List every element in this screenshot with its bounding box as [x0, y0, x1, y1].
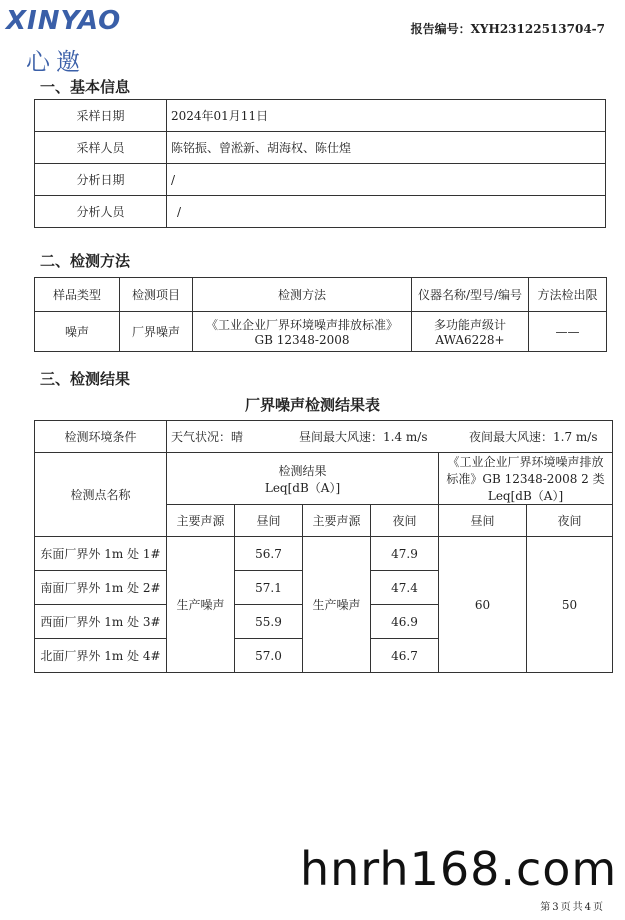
pager-text: 共 [572, 902, 583, 913]
table-row [35, 537, 613, 571]
result-header [167, 453, 439, 505]
limit-day: 60 [439, 537, 527, 673]
day-value: 57.0 [235, 639, 303, 673]
day-value: 57.1 [235, 571, 303, 605]
pager-text: 页 [560, 902, 571, 913]
sub-header: 昼间 [439, 505, 527, 537]
night-source: 生产噪声 [303, 537, 371, 673]
logo-text-en: XINYAO [6, 6, 122, 36]
result-header-line: Leq[dB（A）] [264, 480, 341, 495]
night-wind: 夜间最大风速：1.7 m/s [469, 430, 598, 444]
section-title-result: 三、检测结果 [40, 370, 131, 388]
basic-value: 陈铭振、曾淞新、胡海权、陈仕煌 [167, 132, 606, 164]
table-row [35, 196, 606, 228]
point-name: 西面厂界外 1m 处 3# [35, 605, 167, 639]
standard-header-line: Leq[dB（A）] [487, 489, 564, 503]
report-number-label: 报告编号： [410, 22, 471, 36]
day-value: 56.7 [235, 537, 303, 571]
report-number-value: XYH23122513704-7 [470, 22, 605, 36]
table-row [35, 100, 606, 132]
standard-header-line: 《工业企业厂界环境噪声排放 [447, 455, 604, 469]
day-source: 生产噪声 [167, 537, 235, 673]
instrument-line: 多功能声级计 [433, 318, 506, 332]
logo-text-cn: 心邀 [26, 48, 86, 76]
basic-label: 分析日期 [35, 164, 167, 196]
env-conditions [167, 421, 613, 453]
section-title-basic: 一、基本信息 [40, 78, 131, 96]
method-header: 方法检出限 [529, 278, 607, 312]
limit-night: 50 [527, 537, 613, 673]
table-header-row [35, 278, 607, 312]
result-table [34, 420, 613, 673]
basic-value: / [167, 196, 606, 228]
weather: 天气状况：晴 [171, 430, 244, 444]
point-name: 南面厂界外 1m 处 2# [35, 571, 167, 605]
header-row [35, 453, 613, 505]
section-title-method: 二、检测方法 [40, 252, 131, 270]
report-number [411, 20, 605, 37]
method-header: 检测项目 [120, 278, 193, 312]
table-row [35, 164, 606, 196]
basic-label: 采样日期 [35, 100, 167, 132]
env-row [35, 421, 613, 453]
pager-text: 第 [540, 902, 551, 913]
table-caption: 厂界噪声检测结果表 [244, 396, 380, 414]
basic-label: 分析人员 [35, 196, 167, 228]
sample-type: 噪声 [35, 312, 120, 352]
test-method-line: 《工业企业厂界环境噪声排放标准》 [205, 318, 398, 332]
point-name: 东面厂界外 1m 处 1# [35, 537, 167, 571]
basic-value: 2024年01月11日 [167, 100, 606, 132]
page-indicator [540, 898, 605, 913]
page-number: 3 [552, 902, 559, 913]
basic-value: / [167, 164, 606, 196]
sub-header: 主要声源 [167, 505, 235, 537]
method-header: 仪器名称/型号/编号 [412, 278, 529, 312]
day-value: 55.9 [235, 605, 303, 639]
night-value: 46.9 [371, 605, 439, 639]
sub-header: 昼间 [235, 505, 303, 537]
standard-header-line: 标准》GB 12348-2008 2 类 [446, 472, 605, 486]
instrument-line: AWA6228+ [435, 333, 505, 347]
standard-header [439, 453, 613, 505]
night-value: 47.4 [371, 571, 439, 605]
basic-info-table [34, 99, 606, 228]
test-method-line: GB 12348-2008 [254, 333, 350, 347]
method-table [34, 277, 607, 352]
test-item: 厂界噪声 [120, 312, 193, 352]
sub-header: 夜间 [527, 505, 613, 537]
table-row [35, 312, 607, 352]
night-value: 46.7 [371, 639, 439, 673]
night-value: 47.9 [371, 537, 439, 571]
instrument [412, 312, 529, 352]
detection-limit: —— [529, 312, 607, 352]
page-total: 4 [584, 902, 591, 913]
sub-header: 夜间 [371, 505, 439, 537]
table-row [35, 132, 606, 164]
watermark-text: hnrh168.com [300, 842, 618, 896]
result-header-line: 检测结果 [278, 463, 327, 478]
method-header: 样品类型 [35, 278, 120, 312]
env-label: 检测环境条件 [35, 421, 167, 453]
basic-label: 采样人员 [35, 132, 167, 164]
point-label: 检测点名称 [35, 453, 167, 537]
pager-text: 页 [593, 902, 603, 913]
sub-header: 主要声源 [303, 505, 371, 537]
method-header: 检测方法 [193, 278, 412, 312]
day-wind: 昼间最大风速：1.4 m/s [299, 430, 428, 444]
point-name: 北面厂界外 1m 处 4# [35, 639, 167, 673]
test-method [193, 312, 412, 352]
